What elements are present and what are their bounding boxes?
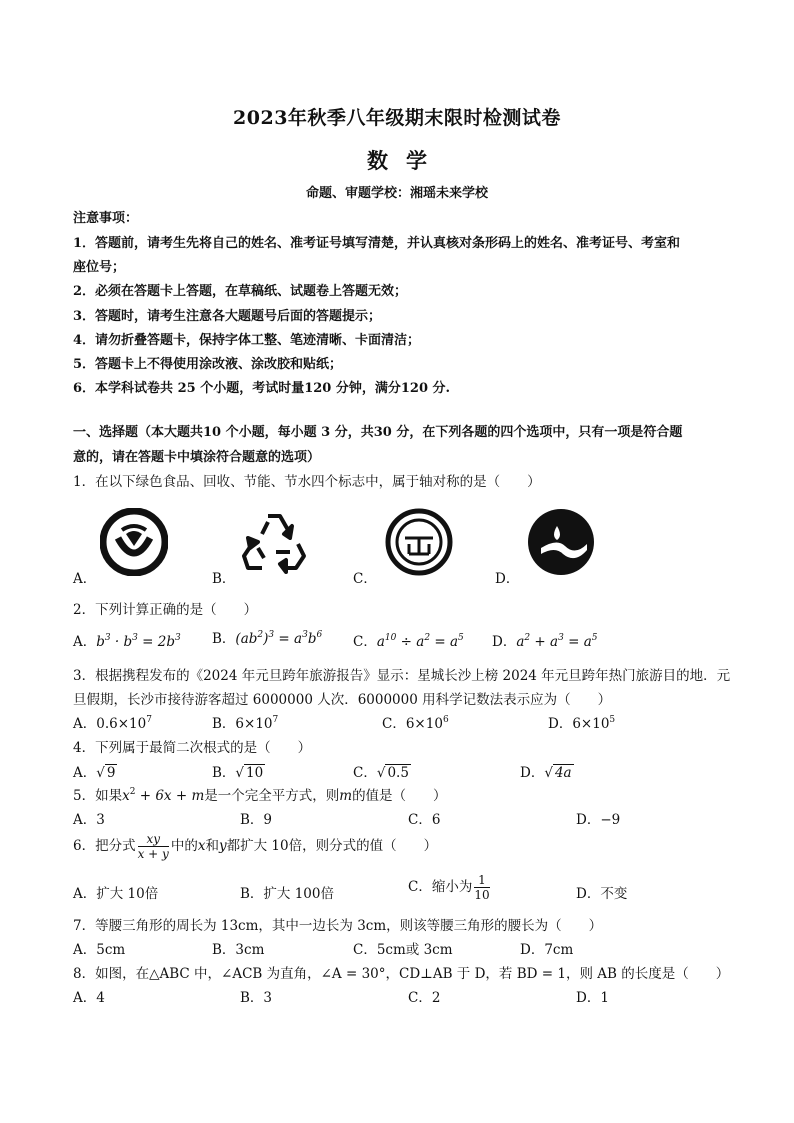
- q3-option-a-exponent: 7: [146, 715, 152, 725]
- notice-item: 1．答题前，请考生先将自己的姓名、准考证号填写清楚，并认真核对条形码上的姓名、准考证号、考室和: [73, 236, 681, 251]
- q5-var: m: [339, 788, 353, 804]
- notice-item: 5．答题卡上不得使用涂改液、涂改胶和贴纸；: [73, 357, 343, 372]
- q5-expr-b: + 6x + m: [135, 788, 205, 804]
- question-1-stem: 1．在以下绿色食品、回收、节能、节水四个标志中，属于轴对称的是（ ）: [73, 474, 541, 490]
- q3-option-a-label: A．: [73, 716, 97, 732]
- q1-option-a-label: A．: [73, 571, 97, 587]
- q6-fraction-numerator: xy: [138, 832, 169, 847]
- section-heading-line: 意的，请在答题卡中填涂符合题意的选项）: [73, 450, 321, 465]
- q6-fraction: [138, 832, 169, 861]
- q4-option-b: B．√ 10: [212, 765, 264, 781]
- notice-item: 2．必须在答题卡上答题，在草稿纸、试题卷上答题无效；: [73, 284, 408, 299]
- notice-item: 座位号；: [73, 260, 126, 275]
- green-food-logo: [100, 508, 168, 576]
- q3-option-a: [73, 712, 152, 732]
- q4-option-d-radicand: 4a: [554, 765, 572, 781]
- q3-option-c-mantissa: 6×10: [405, 716, 443, 732]
- q2-option-b-label: B．: [212, 631, 236, 647]
- q6-mid: 中的: [170, 838, 198, 854]
- section-heading-line: 一、选择题（本大题共10 个小题，每小题 3 分，共30 分，在下列各题的四个选项中，只有一项是符合题: [73, 425, 683, 440]
- q3-option-d-label: D．: [548, 716, 573, 732]
- q1-option-d-label: D．: [495, 571, 520, 587]
- water-saving-logo: [527, 508, 595, 576]
- q2-option-d-label: D．: [492, 634, 517, 650]
- q8-option-a: A．4: [73, 990, 105, 1006]
- q6-var-y: y: [218, 838, 227, 854]
- q2-option-d: D．$a^2 + a^3 = a^5$: [492, 633, 598, 650]
- author-line: 命题、审题学校：湘瑶未来学校: [305, 186, 488, 201]
- recycle-logo: [240, 508, 308, 576]
- q4-option-c-radicand: 0.5: [387, 765, 409, 781]
- question-4-stem: 4．下列属于最简二次根式的是（ ）: [73, 740, 312, 756]
- q3-option-c: [382, 712, 449, 732]
- q5-expr-a: x: [122, 788, 130, 804]
- q4-option-a-label: A．: [73, 765, 97, 781]
- question-3-line: 3．根据携程发布的《2024 年元旦跨年旅游报告》显示：星城长沙上榜 2024 年元旦跨年热门旅游目的地．元: [73, 668, 731, 684]
- q6-post: 都扩大 10倍，则分式的值（ ）: [226, 838, 438, 854]
- q2-option-a-label: A．: [73, 634, 97, 650]
- q4-option-a: A．√ 9: [73, 765, 116, 781]
- question-6-stem: [73, 832, 437, 861]
- q5-option-a: A．3: [73, 812, 105, 828]
- question-2-stem: 2．下列计算正确的是（ ）: [73, 602, 258, 618]
- q6-and: 和: [205, 838, 219, 854]
- q6-option-b: B．扩大 100倍: [240, 886, 334, 902]
- q6-option-c: [408, 873, 492, 902]
- q6-fraction-denominator: x + y: [137, 847, 169, 861]
- energy-saving-logo: [385, 508, 453, 576]
- q5-exp: 2: [129, 787, 136, 797]
- q8-option-d: D．1: [576, 990, 609, 1006]
- question-5-stem: [73, 784, 447, 804]
- q5-option-d: D．−9: [576, 812, 621, 828]
- notice-item: 4．请勿折叠答题卡，保持字体工整、笔迹清晰、卡面清洁；: [73, 333, 421, 348]
- q6-var-x: x: [197, 838, 206, 854]
- q4-option-d-label: D．: [520, 765, 545, 781]
- q3-option-b-label: B．: [212, 716, 236, 732]
- q3-option-d-exponent: 5: [609, 715, 616, 725]
- q7-option-c: C．5cm或 3cm: [353, 942, 453, 958]
- q4-option-b-label: B．: [212, 765, 236, 781]
- q4-option-a-radicand: 9: [106, 765, 116, 781]
- q3-option-d-mantissa: 6×10: [572, 716, 610, 732]
- q1-option-b-label: B．: [212, 571, 236, 587]
- q5-option-c: C．6: [408, 812, 441, 828]
- q2-option-c: C．$a^{10} \div a^2 = a^5$: [353, 633, 464, 650]
- notice-heading: 注意事项：: [73, 211, 139, 226]
- q5-post: 的值是（ ）: [352, 788, 447, 804]
- q6-option-c-text: C．缩小为: [408, 879, 473, 895]
- q3-option-d: [548, 712, 615, 732]
- question-7-stem: 7．等腰三角形的周长为 13cm，其中一边长为 3cm，则该等腰三角形的腰长为（ ）: [73, 918, 603, 934]
- question-3-line: 旦假期，长沙市接待游客超过 6000000 人次．6000000 用科学记数法表示应为（ ）: [73, 692, 612, 708]
- q3-option-b-mantissa: 6×10: [235, 716, 273, 732]
- q7-option-b: B．3cm: [212, 942, 265, 958]
- q5-option-b: B．9: [240, 812, 273, 828]
- q2-option-b: B．$(ab^2)^3 = a^3b^6$: [212, 630, 323, 647]
- q4-option-c-label: C．: [353, 765, 377, 781]
- q3-option-c-exponent: 6: [442, 715, 449, 725]
- q7-option-a: A．5cm: [73, 942, 126, 958]
- q5-pre: 5．如果: [73, 788, 123, 804]
- exam-title: 2023年秋季八年级期末限时检测试卷: [233, 107, 561, 129]
- q1-option-c-label: C．: [353, 571, 377, 587]
- notice-item: 6．本学科试卷共 25 个小题，考试时量120 分钟，满分120 分.: [73, 381, 451, 396]
- q4-option-c: C．√ 0.5: [353, 765, 409, 781]
- q2-option-c-label: C．: [353, 634, 377, 650]
- q4-option-b-radicand: 10: [246, 765, 264, 781]
- q5-mid: 是一个完全平方式，则: [204, 788, 340, 804]
- notice-item: 3．答题时，请考生注意各大题题号后面的答题提示；: [73, 309, 382, 324]
- q3-option-b: [212, 712, 278, 732]
- q6-option-d: D．不变: [576, 886, 628, 902]
- q6-option-c-fraction: [474, 873, 489, 902]
- q2-option-a: A．$b^3 \cdot b^3 = 2b^3$: [73, 633, 181, 650]
- q3-option-b-exponent: 7: [272, 715, 279, 725]
- question-8-stem: 8．如图，在△ABC 中，∠ACB 为直角，∠A = 30°，CD⊥AB 于 D，若 BD = 1，则 AB 的长度是（ ）: [73, 966, 730, 982]
- q8-option-b: B．3: [240, 990, 273, 1006]
- q6-option-c-numerator: 1: [474, 873, 489, 888]
- q3-option-c-label: C．: [382, 716, 406, 732]
- q7-option-d: D．7cm: [520, 942, 574, 958]
- q4-option-d: D．√ 4a: [520, 765, 572, 781]
- q6-option-a: A．扩大 10倍: [73, 886, 159, 902]
- q3-option-a-mantissa: 0.6×10: [96, 716, 147, 732]
- subject-title: 数学: [367, 148, 445, 173]
- q6-pre: 6．把分式: [73, 838, 136, 854]
- q6-option-c-denominator: 10: [474, 888, 490, 902]
- q8-option-c: C．2: [408, 990, 441, 1006]
